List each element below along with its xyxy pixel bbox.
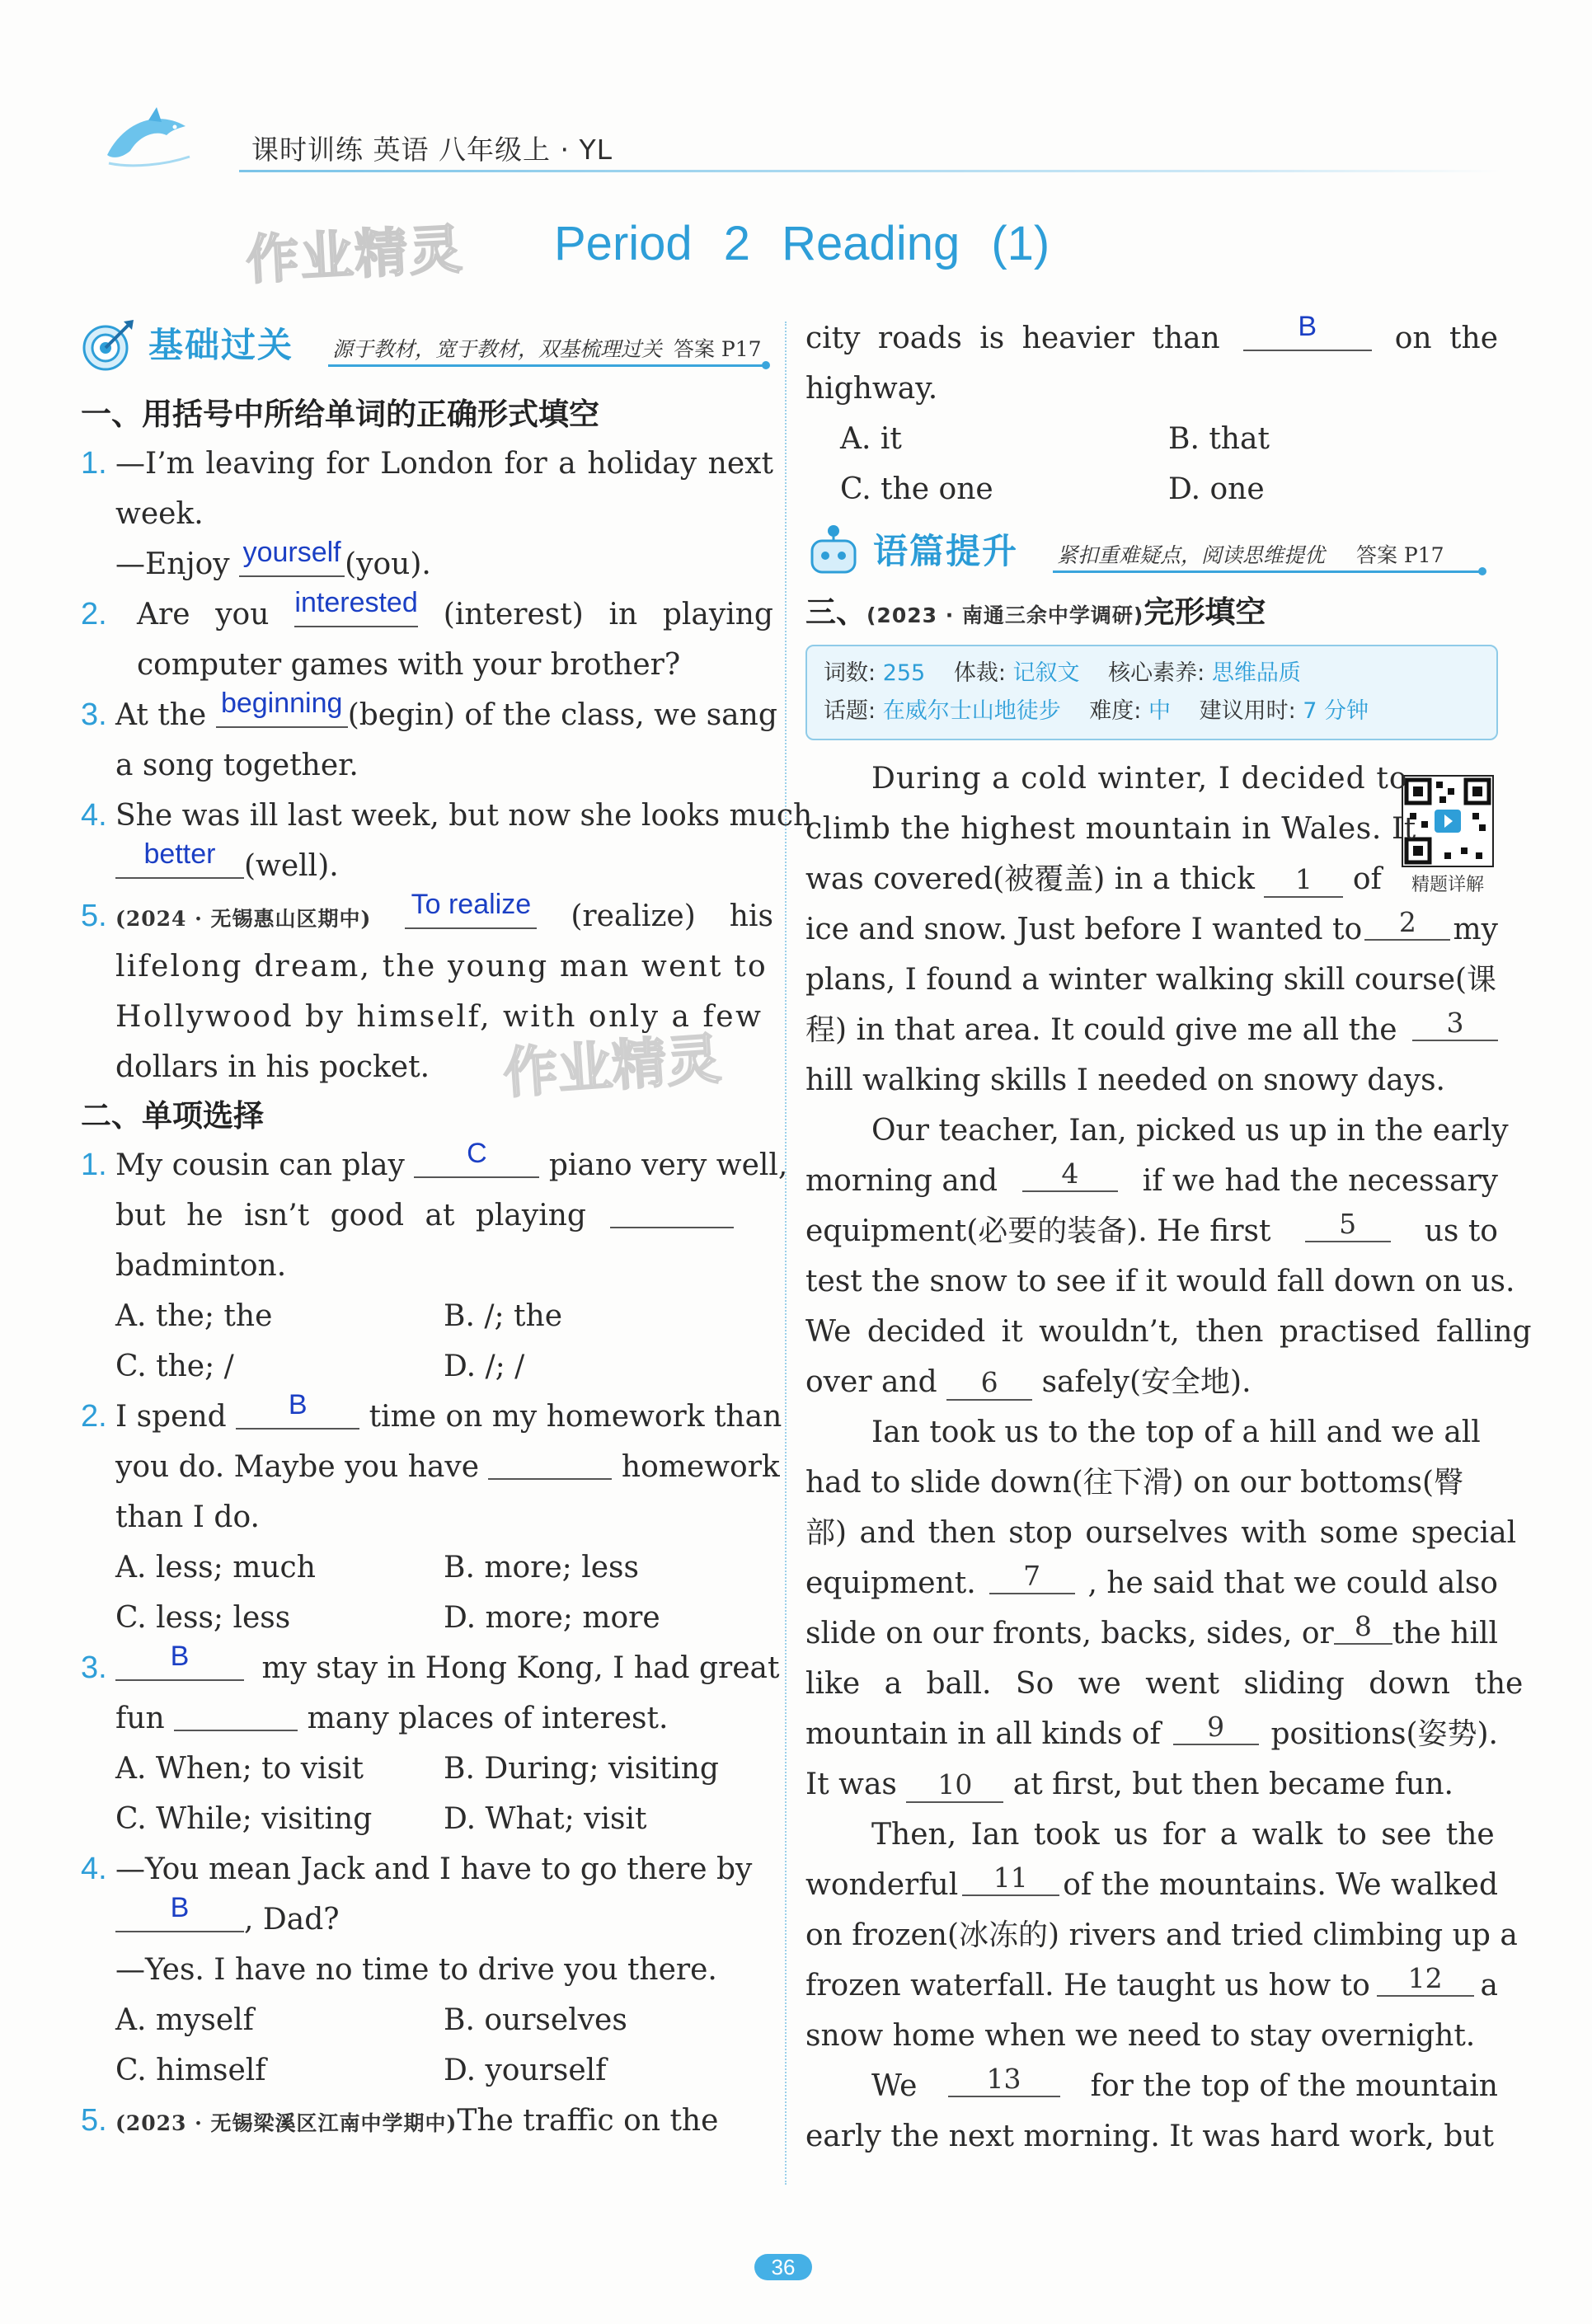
target-icon [81,317,137,373]
fill-q5-line3: Hollywood by himself, with only a few [115,1000,763,1034]
passage-p4-l4: frozen waterfall. He taught us how to 12 a [805,1962,1498,2002]
handwritten-answer: yourself [242,537,341,568]
part1-heading: 一、用括号中所给单词的正确形式填空 [81,397,599,432]
cloze-blank-5[interactable]: 5 [1305,1206,1391,1242]
mc-q5-line1: 5. (2023 · 无锡梁溪区江南中学期中)The traffic on the [81,2096,773,2146]
info-row-1: 词数: 255 体裁: 记叙文 核心素养: 思维品质 [824,660,1301,686]
answer-blank[interactable] [488,1442,612,1480]
cloze-blank-8[interactable]: 8 [1334,1608,1392,1645]
banner-dot [1478,567,1486,575]
reading-robot-icon [805,523,862,579]
option-b[interactable]: B. During; visiting [444,1752,719,1786]
fill-q1-line1: 1. —I’m leaving for London for a holiday next [81,439,773,489]
section-note-basic: 源于教材，宽于教材，双基梳理过关 答案 P17 [332,337,762,361]
handwritten-answer: beginning [220,688,343,719]
mc2-number: 2. [81,1399,107,1434]
fill-q3-line1: 3. At the beginning (begin) of the class, we sang [81,690,773,740]
answer-blank[interactable] [115,1894,244,1932]
option-d[interactable]: D. yourself [444,2054,607,2087]
cloze-blank-10[interactable]: 10 [906,1767,1003,1803]
qr-label: 精题详解 [1411,875,1484,895]
option-a[interactable]: A. When; to visit [115,1752,364,1786]
section-title-reading: 语篇提升 [873,531,1019,571]
fill-q5-line2: lifelong dream, the young man went to [115,950,768,984]
mc-q5-options-ab [805,414,1498,464]
option-c[interactable]: C. the; / [115,1350,234,1383]
passage-p1-l7: hill walking skills I needed on snowy days. [805,1063,1446,1097]
handwritten-answer: C [467,1138,487,1169]
option-b[interactable]: B. /; the [444,1299,562,1333]
source-tag: (2023 · 无锡梁溪区江南中学期中) [115,2111,458,2135]
fill-q3-line2: a song together. [115,749,359,782]
mc3-number: 3. [81,1650,107,1685]
option-d[interactable]: D. more; more [444,1601,660,1635]
answer-blank[interactable] [115,838,244,879]
passage-p2-l1: Our teacher, Ian, picked us up in the early [871,1114,1509,1148]
mc-q2-line1: 2. I spend B time on my homework than [81,1392,773,1442]
passage-p4-l2: wonderful 11 of the mountains. We walked [805,1862,1498,1902]
banner-rule [1053,570,1482,573]
passage-p1-l2: climb the highest mountain in Wales. It [805,812,1416,846]
fill-q4-line1: 4. She was ill last week, but now she looks much [81,791,773,841]
passage-p2-l5: We decided it wouldn’t, then practised falling [805,1315,1532,1349]
cloze-blank-11[interactable]: 11 [962,1860,1059,1896]
handwritten-answer: B [1298,311,1317,342]
mc-q5-options-cd [805,464,1498,514]
fill-q2-line2: computer games with your brother? [137,648,681,682]
passage-p5-l1: We 13 for the top of the mountain [871,2063,1498,2103]
fill-q5-line4: dollars in his pocket. [115,1050,430,1084]
option-d[interactable]: D. one [1168,472,1265,506]
mc-q5-line2: city roads is heavier than B on the [805,313,1498,364]
passage-p1-l6: 程) in that area. It could give me all the 3 [805,1005,1498,1055]
option-c[interactable]: C. less; less [115,1601,291,1635]
answer-blank[interactable] [405,891,537,929]
passage-info-box [805,645,1498,740]
passage-p2-l4: test the snow to see if it would fall down on us. [805,1265,1515,1298]
cloze-blank-12[interactable]: 12 [1377,1960,1474,1997]
banner-rule [328,364,765,367]
mc-q3-options-cd [81,1794,773,1844]
cloze-blank-2[interactable]: 2 [1364,904,1450,941]
option-c[interactable]: C. the one [840,472,993,506]
left-column [81,313,813,2146]
passage-p3-l7: mountain in all kinds of 9 positions(姿势). [805,1711,1498,1751]
cloze-blank-6[interactable]: 6 [946,1364,1032,1401]
mc-q3-options-ab [81,1744,773,1794]
right-column [805,311,1532,2162]
option-a[interactable]: A. myself [115,2003,254,2037]
watermark-logo: 作业精灵 [501,1026,723,1106]
watermark-logo: 作业精灵 [244,219,466,292]
option-c[interactable]: C. himself [115,2054,266,2087]
option-d[interactable]: D. What; visit [444,1802,647,1836]
fill-q1-line3: —Enjoy yourself (you). [81,539,773,589]
mc-q1-options-ab [81,1291,773,1341]
answer-blank[interactable] [294,589,418,627]
passage-p3-l3: 部) and then stop ourselves with some special [805,1516,1517,1550]
passage-p1-l1: During a cold winter, I decided to [871,762,1408,796]
q3-number: 3. [81,697,107,732]
fill-q5-line1: 5. (2024 · 无锡惠山区期中) To realize (realize) his [81,891,773,941]
answer-blank[interactable] [239,539,345,577]
section-title-basic: 基础过关 [148,325,294,365]
mc-q1-options-cd [81,1341,773,1392]
mc5-number: 5. [81,2103,107,2138]
mc-q4-options-cd [81,2045,773,2096]
option-b[interactable]: B. more; less [444,1551,640,1585]
passage-p4-l5: snow home when we need to stay overnight. [805,2019,1476,2053]
option-d[interactable]: D. /; / [444,1350,525,1383]
answer-blank[interactable] [414,1140,539,1178]
page-number: 36 [754,2254,812,2280]
passage-p3-l5: slide on our fronts, backs, sides, or 8 the hill [805,1610,1498,1650]
page-header [82,99,1484,173]
answer-blank[interactable] [1243,313,1372,351]
answer-blank[interactable] [236,1389,359,1430]
option-c[interactable]: C. While; visiting [115,1802,373,1836]
passage-p3-l8: It was 10 at first, but then became fun. [805,1768,1453,1801]
passage-p3-l1: Ian took us to the top of a hill and we all [871,1416,1481,1449]
cloze-blank-7[interactable]: 7 [989,1558,1075,1594]
handwritten-answer: B [288,1389,308,1420]
part3-heading: 三、(2023 · 南通三余中学调研)完形填空 [805,594,1266,630]
passage-p1-l4: ice and snow. Just before I wanted to 2 my [805,906,1498,946]
handwritten-answer: B [170,1892,190,1923]
answer-blank[interactable] [174,1693,298,1731]
answer-blank[interactable] [115,1643,244,1681]
handwritten-answer: better [143,838,216,870]
passage-p3-l4: equipment. 7 , he said that we could also [805,1560,1498,1600]
mc-q3-line1: 3. B my stay in Hong Kong, I had great [81,1643,773,1693]
option-b[interactable]: B. that [1168,422,1270,456]
mc-q3-line2: fun many places of interest. [81,1693,773,1744]
passage-p4-l1: Then, Ian took us for a walk to see the [871,1818,1495,1852]
passage-p1-l3: was covered(被覆盖) in a thick 1 of [805,862,1382,896]
cloze-blank-3[interactable]: 3 [1412,1005,1498,1041]
period-label: Period 2 [554,217,751,270]
answer-blank[interactable] [610,1190,734,1228]
option-b[interactable]: B. ourselves [444,2003,627,2037]
q4-number: 4. [81,798,107,833]
handwritten-answer: To realize [411,889,532,920]
option-a[interactable]: A. the; the [115,1299,273,1333]
section-note-reading: 紧扣重难疑点，阅读思维提优 答案 P17 [1057,543,1444,567]
dolphin-logo-icon [99,106,198,171]
fill-q1-line2: week. [115,497,204,531]
passage-p4-l3: on frozen(冰冻的) rivers and tried climbing up a [805,1918,1518,1952]
fill-q2-line1: 2. Are you interested (interest) in playing [81,589,773,640]
answer-blank[interactable] [216,690,348,728]
q2-number: 2. [81,597,107,631]
cloze-blank-4[interactable]: 4 [1022,1156,1118,1192]
mc-q1-line3: badminton. [115,1249,287,1283]
passage-p1-l5: plans, I found a winter walking skill course(课 [805,963,1497,997]
column-divider [785,322,787,2185]
passage-p3-l6: like a ball. So we went sliding down the [805,1667,1524,1701]
mc-q4-line2: B , Dad? [81,1894,773,1945]
q5-number: 5. [81,899,107,933]
mc-q1-line1: 1. My cousin can play C piano very well, [81,1140,773,1190]
mc-q1-line2: but he isn’t good at playing [81,1190,773,1241]
option-a[interactable]: A. less; much [115,1551,316,1585]
mc1-number: 1. [81,1148,107,1182]
q1-number: 1. [81,446,107,481]
mc-q5-line3: highway. [805,372,938,406]
cloze-blank-9[interactable]: 9 [1173,1709,1259,1745]
passage-p5-l2: early the next morning. It was hard work, but [805,2120,1494,2153]
passage-p2-l2: morning and 4 if we had the necessary [805,1157,1498,1198]
header-rule [239,170,1500,172]
handwritten-answer: interested [294,587,418,618]
source-tag: (2024 · 无锡惠山区期中) [115,907,372,931]
passage-p3-l2: had to slide down(往下滑) on our bottoms(臀 [805,1466,1464,1500]
handwritten-answer: B [170,1641,190,1672]
info-row-2: 话题: 在威尔士山地徒步 难度: 中 建议用时: 7 分钟 [824,698,1369,724]
part2-heading: 二、单项选择 [81,1098,264,1134]
reading-label: Reading (1) [782,217,1050,270]
passage-p2-l3: equipment(必要的装备). He first 5 us to [805,1208,1498,1248]
cloze-blank-13[interactable]: 13 [948,2061,1060,2097]
mc-q2-options-ab [81,1542,773,1593]
section-banner-reading [805,519,1498,585]
option-a[interactable]: A. it [840,422,902,456]
mc-q4-options-ab [81,1995,773,2045]
mc4-number: 4. [81,1852,107,1886]
cloze-blank-1[interactable]: 1 [1264,862,1343,898]
mc-q2-line3: than I do. [115,1500,260,1534]
banner-dot [762,361,770,369]
mc-q2-line2: you do. Maybe you have homework [81,1442,773,1492]
fill-q4-line2: better (well). [81,841,773,891]
page-title [554,216,1050,271]
header-title: 课时训练 英语 八年级上 · YL [251,134,613,166]
mc-q4-line3: —Yes. I have no time to drive you there. [115,1953,717,1987]
section-banner-basic [81,313,773,379]
passage-p2-l6: over and 6 safely(安全地). [805,1365,1252,1399]
mc-q4-line1: 4. —You mean Jack and I have to go there by [81,1844,773,1894]
